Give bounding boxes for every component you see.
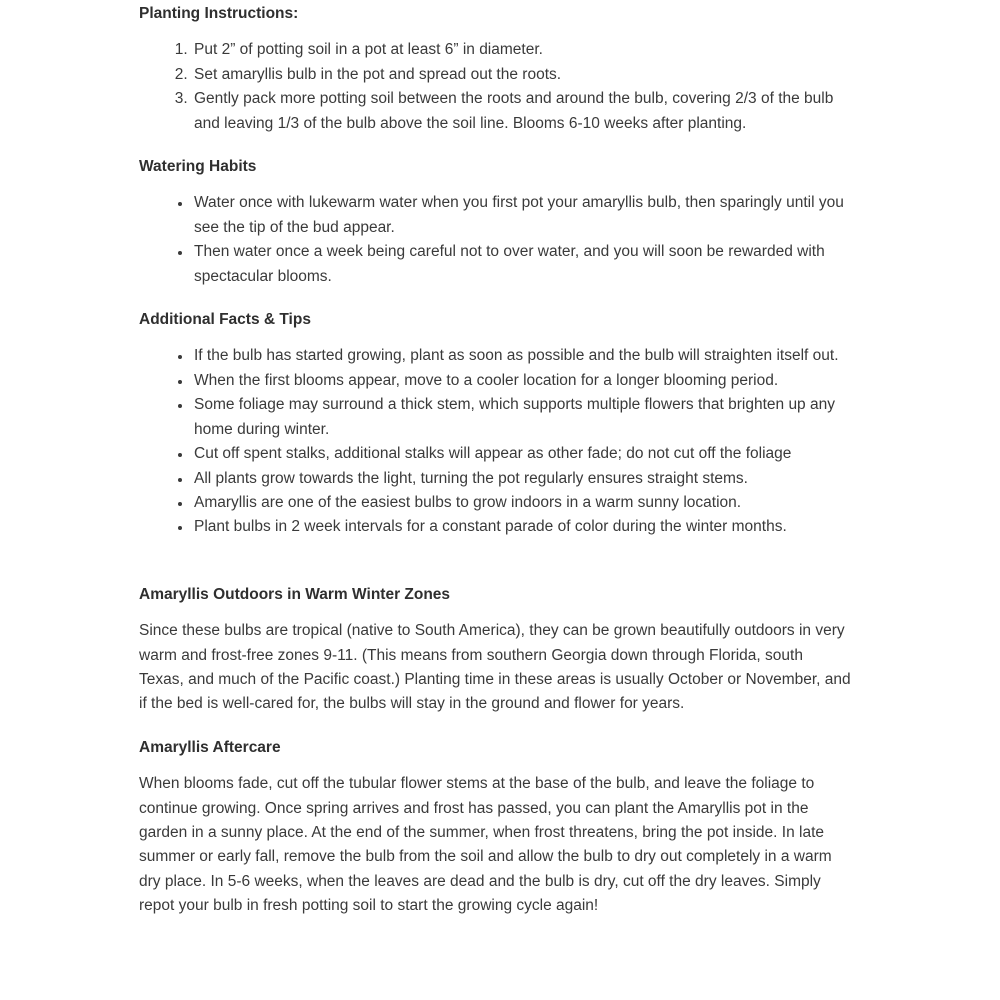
facts-tips-list <box>139 344 851 539</box>
planting-step: 3. Gently pack more potting soil between the roots and around the bulb, covering 2/3 of the bulb and leaving 1/3 of the bulb above the soil line. Blooms 6-10 weeks after planting. <box>192 87 851 136</box>
facts-tip-item: • If the bulb has started growing, plant as soon as possible and the bulb will straighten itself out. <box>192 344 851 368</box>
section-heading-planting-instructions: Planting Instructions: <box>139 5 299 22</box>
facts-tip-item: • Amaryllis are one of the easiest bulbs to grow indoors in a warm sunny location. <box>192 491 851 515</box>
facts-tip-item: • Cut off spent stalks, additional stalks will appear as other fade; do not cut off the foliage <box>192 442 851 466</box>
planting-step: 1. Put 2” of potting soil in a pot at least 6” in diameter. <box>192 38 851 62</box>
watering-habit-item: • Water once with lukewarm water when you first pot your amaryllis bulb, then sparingly until you see the tip of the bud appear. <box>192 191 851 240</box>
section-heading-amaryllis-aftercare: Amaryllis Aftercare <box>139 738 281 756</box>
facts-tip-item: • Plant bulbs in 2 week intervals for a constant parade of color during the winter months. <box>192 515 851 539</box>
watering-habit-item: • Then water once a week being careful not to over water, and you will soon be rewarded with spectacular blooms. <box>192 240 851 289</box>
aftercare-paragraph: When blooms fade, cut off the tubular flower stems at the base of the bulb, and leave the foliage to continue growing. Once spring arrives and frost has passed, you can plant the Amaryllis pot in the garden in a sunny place. At the end of the summer, when frost threatens, bring the pot inside. In late summer or early fall, remove the bulb from the soil and allow the bulb to dry out completely in a warm dry place. In 5-6 weeks, when the leaves are dead and the bulb is dry, cut off the dry leaves. Simply repot your bulb in fresh potting soil to start the growing cycle again! <box>139 775 832 915</box>
planting-step: 2. Set amaryllis bulb in the pot and spread out the roots. <box>192 63 851 87</box>
facts-tip-item: • Some foliage may surround a thick stem, which supports multiple flowers that brighten up any home during winter. <box>192 393 851 442</box>
facts-tip-item: • All plants grow towards the light, turning the pot regularly ensures straight stems. <box>192 467 851 491</box>
document-content <box>139 2 851 919</box>
outdoors-paragraph: Since these bulbs are tropical (native to South America), they can be grown beautifully outdoors in very warm and frost-free zones 9-11. (This means from southern Georgia down through Florida, south Texas, and much of the Pacific coast.) Planting time in these areas is usually October or November, and if the bed is well-cared for, the bulbs will stay in the ground and flower for years. <box>139 622 851 713</box>
section-heading-outdoors-warm-winter-zones: Amaryllis Outdoors in Warm Winter Zones <box>139 585 451 603</box>
section-heading-additional-facts-tips: Additional Facts & Tips <box>139 311 311 329</box>
planting-steps-list <box>139 38 851 136</box>
facts-tip-item: • When the first blooms appear, move to a cooler location for a longer blooming period. <box>192 369 851 393</box>
watering-habits-list <box>139 191 851 289</box>
section-heading-watering-habits: Watering Habits <box>139 158 257 176</box>
